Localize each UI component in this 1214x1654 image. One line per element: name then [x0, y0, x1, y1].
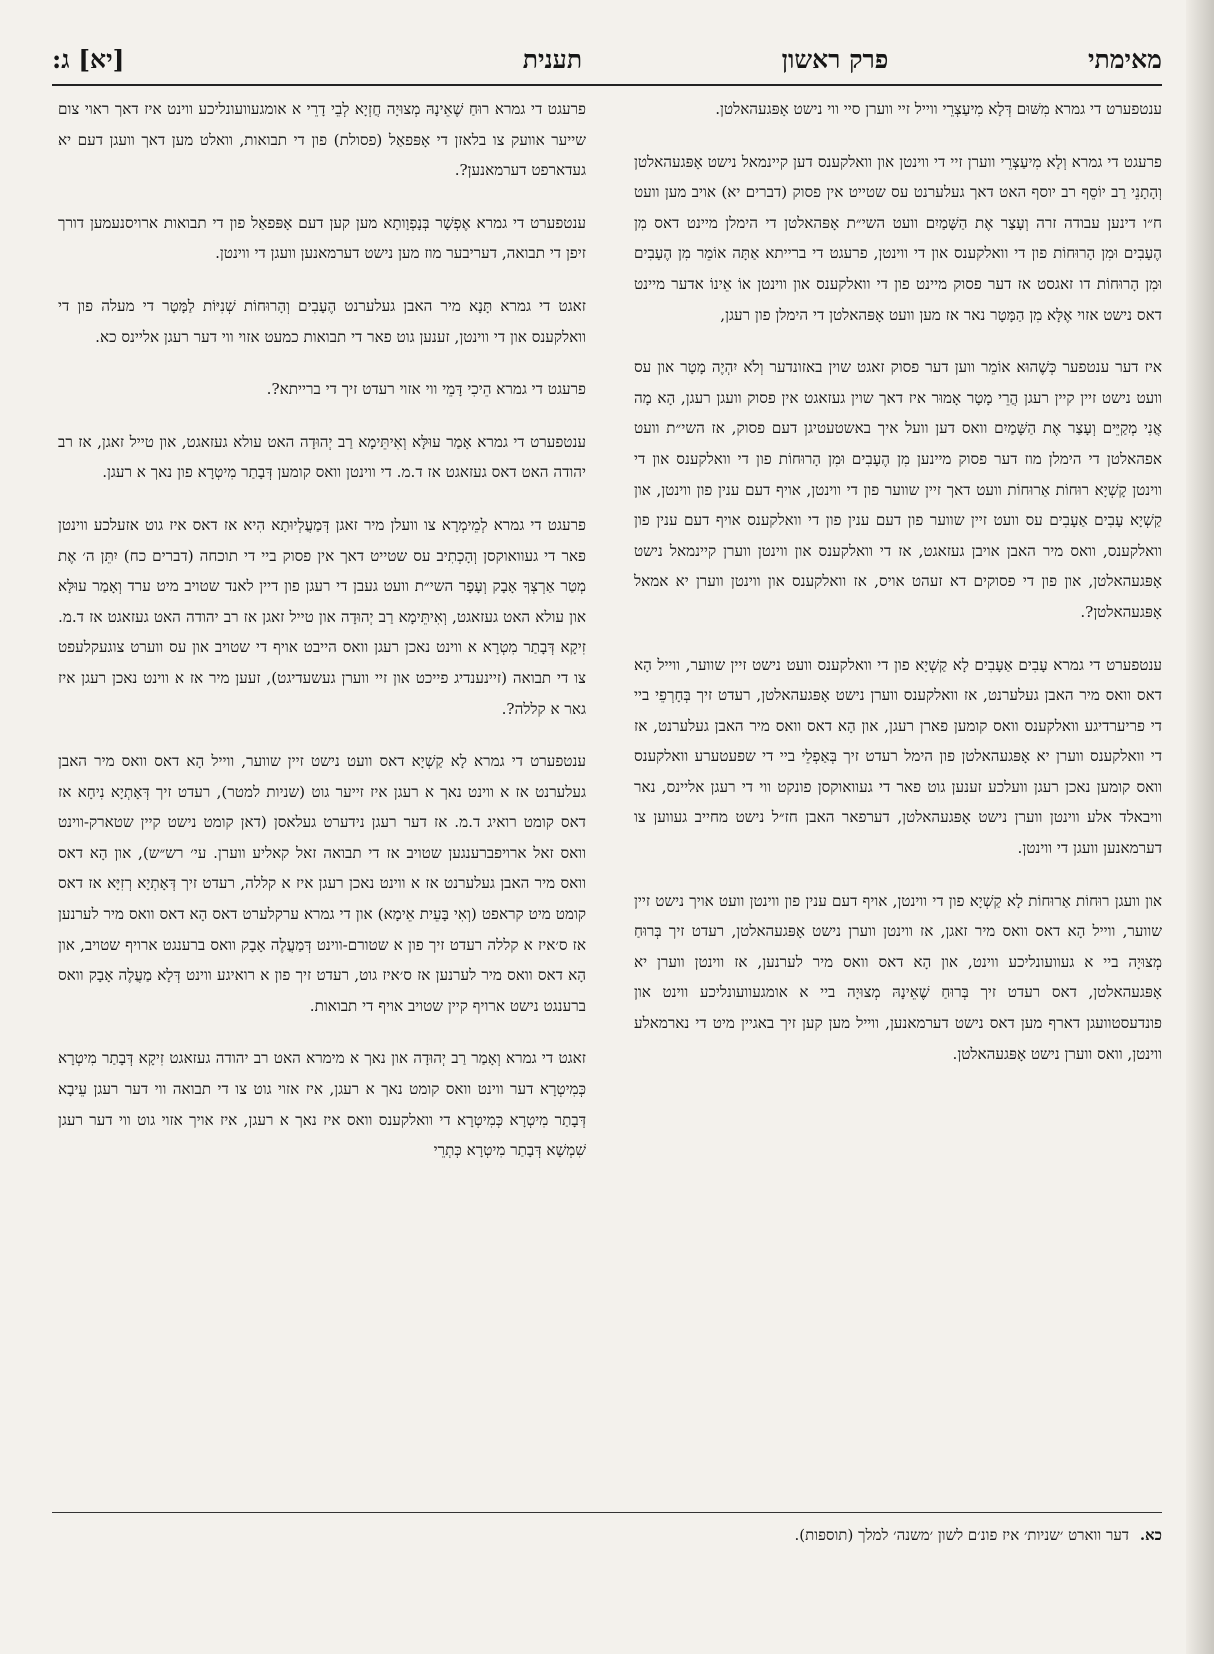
paragraph: ענטפערט די גמרא לָא קַשְׁיָא דאס וועט נישט זיין שווער, ווייל הָא דאס וואס מיר האבן געלערנט אז א ווינט נאך א רעגן איז זייער גוט (שניות למטר), רעדט זיך דְּאָתְיָא נִיחָא אז דאס קומט רואיג ד.מ. אז דער רעגן נידערט געלאסן (דאן קומט נישט קיין שטארק-ווינט וואס זאל ארויפברענגען שטויב אז די תבואה זאל קאליע ווערן. עי׳ רש״ש), און הָא דאס וואס מיר האבן געלערנט אז א ווינט נאכן רעגן איז א קללה, רעדט זיך דְּאָתְיָא רְזִיָּא אז דאס קומט מיט קראפט (וְאִי בָּעֵית אֵימָא) און די גמרא ערקלערט דאס הָא דאס וואס מיר לערנען אז ס׳איז א קללה רעדט זיך פון א שטורם-ווינט דְּמַעֲלֶה אָבָק וואס ברענגט ארויף שטויב, און הָא דאס וואס מיר לערנען אז ס׳איז גוט, רעדט זיך פון א רואיגע ווינט דְּלָא מַעֲלֶה אָבָק וואס ברענגט נישט ארויף קיין שטויב אויף די תבואות. — [58, 752, 586, 1015]
paragraph: פרעגט די גמרא וְלָא מִיעַצְרֵי ווערן זיי די ווינטן און וואלקענס דען קיינמאל נישט אָפּגעהאלטן וְהָתָנֵי רַב יוֹסֵף רב יוסף האט דאך געלערנט עס שטייט אין פסוק (דברים יא) אויב מען וועט ח״ו דינען עבודה זרה וְעָצַר אֶת הַשָּׁמַיִם וועט השי״ת אָפּהאלטן די הימלן מיינט דאס מִן הֶעָבִים וּמִן הָרוּחוֹת פון די וואלקענס און די ווינטן, פרעגט די ברייתא אַתָּה אוֹמֵר מִן הֶעָבִים וּמִן הָרוּחוֹת דו זאגסט אז דער פסוק מיינט פון די וואלקענס און ווינטן אוֹ אֵינוֹ אדער מיינט דאס נישט אזוי אֶלָּא מִן הַמָּטָר נאר אז מען וועט אָפּהאלטן די הימלן פון רעגן, — [634, 152, 1162, 324]
footnote-text: דער ווארט ׳שניות׳ איז פונ׳ם לשון ׳משנה׳ למלך (תוספות). — [794, 1526, 1130, 1544]
footnote-rule — [52, 1512, 1162, 1513]
paragraph: זאגט די גמרא תָּנָא מיר האבן געלערנט הֶעָבִים וְהָרוּחוֹת שְׁנִיּוֹת לַמָּטָר די מעלה פון די וואלקענס און די ווינטן, זענען גוט פאר די תבואות כמעט אזוי ווי דער רעגן אליינס כא. — [58, 296, 586, 346]
tractate-name: תענית — [522, 45, 583, 74]
paragraph: ענטפערט די גמרא מִשּׁוּם דְּלָא מִיעַצְרֵי ווייל זיי ווערן סיי ווי נישט אָפּגעהאלטן. — [715, 100, 1162, 118]
paragraph: זאגט די גמרא וְאָמַר רַב יְהוּדָה און נאך א מימרא האט רב יהודה געזאגט זִיקָא דְּבָתַר מִיטְרָא כְּמִיטְרָא דער ווינט וואס קומט נאך א רעגן, איז אזוי גוט צו די תבואה ווי דער רעגן עֵיבָא דְּבָתַר מִיטְרָא כְּמִיטְרָא די וואלקענס וואס איז נאך א רעגן, איז אויך אזוי גוט ווי דער רעגן שִׁמְשָׁא דְּבָתַר מִיטְרָא כְּתְרֵי — [58, 1049, 586, 1160]
page-header — [52, 42, 1162, 78]
paragraph: ענטפערט די גמרא אָמַר עוּלָּא וְאִיתֵּימָא רַב יְהוּדָה האט עולא געזאגט, און טייל זאגן, אז רב יהודה האט דאס געזאגט אז ד.מ. די ווינטן וואס קומען דְּבָתַר מִיטְרָא פון נאך א רעגן. — [58, 432, 586, 482]
paragraph: פרעגט די גמרא הֵיכִי דָּמֵי ווי אזוי רעדט זיך די ברייתא?. — [266, 380, 586, 399]
left-column — [58, 94, 586, 1188]
paragraph: פרעגט די גמרא לְמֵימְרָא צו וועלן מיר זאגן דְּמַעֲלְיוּתָא הִיא אז דאס איז גוט אזעלכע ווינטן פאר די געוואוקסן וְהָכְתִיב עס שטייט דאך אין פסוק ביי די תוכחה (דברים כח) יִתֵּן ה׳ אֶת מְטַר אַרְצְךָ אָבָק וְעָפָר השי״ת וועט געבן די רעגן פון דיין לאנד שטויב מיט ערד וְאָמַר עוּלָּא און עולא האט געזאגט, וְאִיתֵּימָא רַב יְהוּדָה און טייל זאגן אז רב יהודה האט געזאגט אז ד.מ. זִיקָא דְּבָתַר מִטְרָא א ווינט נאכן רעגן וואס הייבט אויף די שטויב און עס ווערט צוגעקלעפט צו די תבואה (זיינענדיג פייכט און זיי ווערן געשעדיגט), זעען מיר אז א ווינט נאכן רעגן איז גאר א קללה?. — [58, 515, 586, 718]
chapter-number: פרק ראשון — [781, 45, 889, 74]
book-gutter-shadow — [1186, 0, 1214, 1654]
right-column — [634, 94, 1162, 1091]
paragraph: איז דער ענטפער כְּשֶׁהוּא אוֹמֵר ווען דער פסוק זאגט שוין באזונדער וְלֹא יִהְיֶה מָטָר און עס וועט נישט זיין קיין רעגן הֲרֵי מָטָר אָמוּר איז דאך שוין געזאגט אין פסוק וועגן רעגן, הָא מָה אֲנִי מְקַיֵּים וְעָצַר אֶת הַשָּׁמַיִם וואס דען וועל איך באשטעטיגן דעם פסוק, אז השי״ת וועט אפהאלטן די הימלן מוז דער פסוק מיינען מִן הֶעָבִים וּמִן הָרוּחוֹת פון די וואלקענס און די ווינטן קָשְׁיָא רוּחוֹת אַרוּחוֹת וועט דאך זיין שווער פון די ווינטן, אויף דעם ענין פון ווינטן, און קַשְׁיָא עָבִים אַעָבִים עס וועט זיין שווער פון דעם ענין פון די וואלקענס אויף דעם ענין פון וואלקענס, וואס מיר האבן אויבן געזאגט, אז די וואלקענס און ווינטן ווערן קיינמאל נישט אָפּגעהאלטן, און פון די פסוקים דא זעהט אויס, אז וואלקענס און ווינטן ווערן יא אמאל אָפּגעהאלטן?. — [634, 358, 1162, 621]
paragraph: ענטפערט די גמרא אֶפְשָׁר בְּנָפְוָותָא מען קען דעם אָפּפאַל פון די תבואות ארויסנעמען דורך זיפן די תבואה, דעריבער מוז מען נישט דערמאנען וועגן די ווינטן. — [58, 213, 586, 263]
paragraph: און וועגן רוּחוֹת אַרוּחוֹת לָא קַשְׁיָא פון די ווינטן, אויף דעם ענין פון ווינטן וועט אויך נישט זיין שווער, ווייל הָא דאס וואס מיר זאגן, אז ווינטן ווערן נישט אָפּגעהאלטן, רעדט זיך בְּרוּחַ מְצוּיָה ביי א געוועונליכע ווינט, און הָא דאס וואס מיר לערנען, אז ווינטן ווערן יא אָפּגעהאלטן, דאס רעדט זיך בְּרוּחַ שֶׁאֵינָהּ מְצוּיָה ביי א אומגעוועונליכע ווינט און פונדעסטוועגן דארף מען דאס נישט דערמאנען, ווייל מען קען זיך באגיין מיט די נארמאלע ווינטן, וואס ווערן נישט אָפּגעהאלטן. — [634, 891, 1162, 1063]
paragraph: פרעגט די גמרא רוּחַ שֶׁאֵינָהּ מְצוּיָה חֲזְיָא לְבֵי דָרֵי א אומגעוועונליכע ווינט איז דאך ראוי צום שייער אוועק צו בלאזן די אָפּפאַל (פסולת) פון די תבואות, וואלט מען דאך וועגן דעם יא געדארפט דערמאנען?. — [58, 100, 586, 180]
header-rule — [52, 84, 1162, 86]
chapter-name: מאימתי — [1087, 45, 1162, 74]
footnote-mark: כא. — [1139, 1526, 1162, 1544]
paragraph: ענטפערט די גמרא עָבִים אַעָבִים לָא קַשְׁיָא פון די וואלקענס וועט נישט זיין שווער, ווייל הָא דאס וואס מיר האבן געלערנט, אז וואלקענס ווערן נישט אָפּגעהאלטן, רעדט זיך בְּחָרְפֵי ביי די פריערדיגע וואלקענס וואס קומען פארן רעגן, און הָא דאס וואס מיר האבן געלערנט, אז די וואלקענס ווערן יא אָפּגעהאלטן פון הימל רעדט זיך בְּאַפְלֵי ביי די שפעטערע וואלקענס וואס קומען נאכן רעגן וועלכע זענען גוט פאר די געוואוקסן פונקט ווי די רעגן אליינס, נאר וויבאלד אלע ווינטן ווערן נישט אָפּגעהאלטן, דערפאר האבן חז״ל נישט מחייב געווען צו דערמאנען וועגן די ווינטן. — [634, 655, 1162, 858]
tractate-header — [52, 45, 582, 75]
footnote — [52, 1524, 1162, 1546]
page-number: [יא] ג: — [52, 45, 125, 74]
